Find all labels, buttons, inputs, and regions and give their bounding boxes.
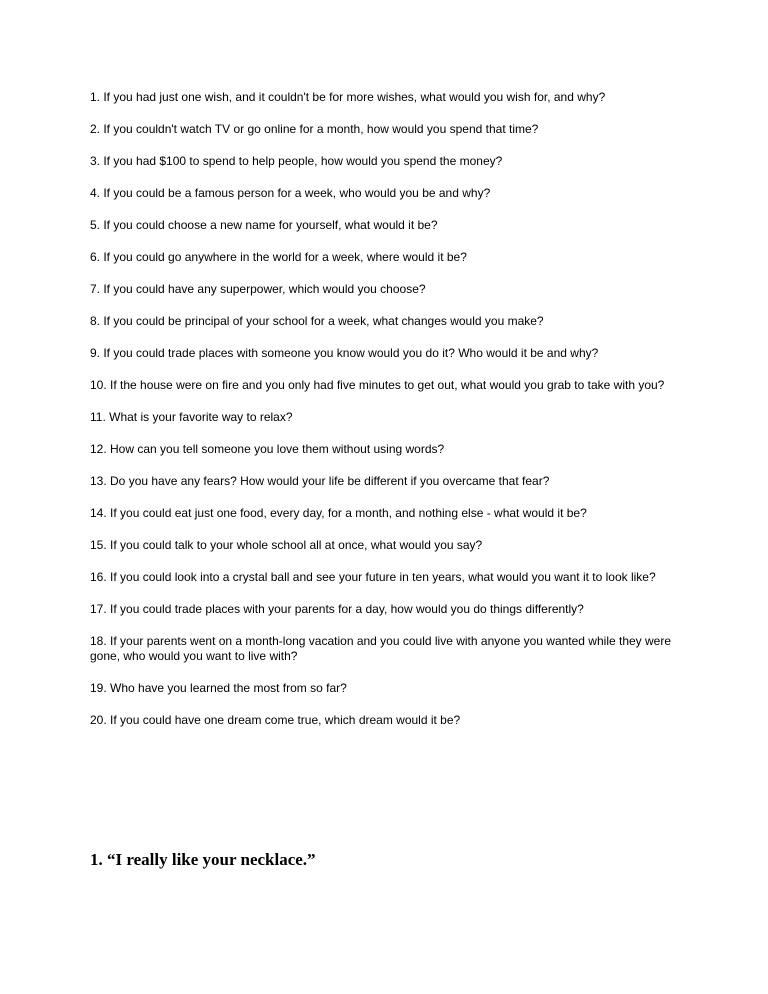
section-heading: 1. “I really like your necklace.”: [90, 850, 316, 869]
question-item: 7. If you could have any superpower, which would you choose?: [90, 282, 426, 296]
question-list: [90, 90, 680, 745]
question-item: 15. If you could talk to your whole school all at once, what would you say?: [90, 538, 483, 552]
question-item: 5. If you could choose a new name for yourself, what would it be?: [90, 218, 438, 232]
question-item: 20. If you could have one dream come true, which dream would it be?: [90, 713, 461, 727]
question-item: 19. Who have you learned the most from so far?: [90, 681, 347, 695]
question-item: 4. If you could be a famous person for a week, who would you be and why?: [90, 186, 491, 200]
question-item: 2. If you couldn't watch TV or go online for a month, how would you spend that time?: [90, 122, 539, 136]
question-item: 11. What is your favorite way to relax?: [90, 410, 293, 424]
question-item: 3. If you had $100 to spend to help people, how would you spend the money?: [90, 154, 503, 168]
question-item: 17. If you could trade places with your parents for a day, how would you do things differently?: [90, 602, 584, 616]
question-item: 6. If you could go anywhere in the world for a week, where would it be?: [90, 250, 467, 264]
question-item: 13. Do you have any fears? How would your life be different if you overcame that fear?: [90, 474, 550, 488]
question-item: 10. If the house were on fire and you only had five minutes to get out, what would you grab to take with you?: [90, 378, 665, 392]
question-item: 12. How can you tell someone you love them without using words?: [90, 442, 445, 456]
question-item: 9. If you could trade places with someone you know would you do it? Who would it be and why?: [90, 346, 599, 360]
question-item: 16. If you could look into a crystal ball and see your future in ten years, what would you want it to look like?: [90, 570, 656, 584]
question-item: 14. If you could eat just one food, every day, for a month, and nothing else - what would it be?: [90, 506, 587, 520]
question-item: 18. If your parents went on a month-long vacation and you could live with anyone you wanted while they were gone, who would you want to live with?: [90, 634, 672, 663]
question-item: 8. If you could be principal of your school for a week, what changes would you make?: [90, 314, 544, 328]
question-item: 1. If you had just one wish, and it couldn't be for more wishes, what would you wish for, and why?: [90, 90, 606, 104]
